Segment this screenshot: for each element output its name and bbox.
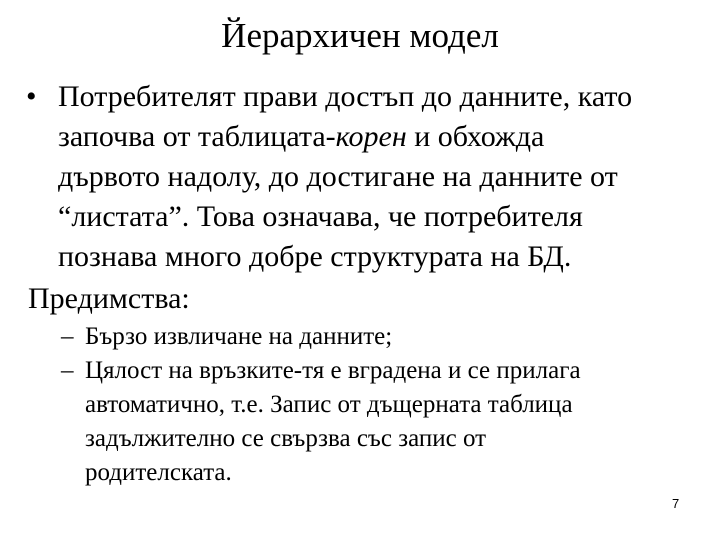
list-item-line: задължително се свързва със запис от — [85, 425, 487, 452]
advantages-heading: Предимства: — [28, 282, 190, 315]
main-bullet-text — [58, 77, 698, 277]
list-item-line: родителската. — [85, 459, 232, 486]
bullet-dot-icon: • — [26, 80, 37, 113]
bullet-line: познава много добре структурата на БД. — [58, 240, 572, 273]
slide-title: Йерархичен модел — [221, 16, 499, 55]
list-item — [61, 320, 696, 354]
main-bullet — [26, 77, 698, 277]
list-item-line: автоматично, т.е. Запис от дъщерната таблица — [85, 391, 573, 418]
list-item-line: Бързо извличане на данните; — [85, 323, 393, 350]
italic-term: корен — [335, 120, 407, 153]
bullet-line — [58, 117, 698, 157]
bullet-line-part: започва от таблицата- — [58, 120, 336, 153]
bullet-line-part: и обхожда — [406, 120, 545, 153]
page-number: 7 — [672, 496, 680, 511]
bullet-line: “листата”. Това означава, че потребителя — [58, 200, 583, 233]
bullet-line: дървото надолу, до достигане на данните от — [58, 160, 618, 193]
advantages-list — [61, 320, 696, 490]
list-item — [61, 354, 696, 490]
dash-icon: – — [61, 357, 74, 384]
dash-icon: – — [61, 323, 74, 350]
list-item-line: Цялост на връзките-тя е вградена и се прилага — [85, 357, 581, 384]
bullet-line: Потребителят прави достъп до данните, като — [58, 80, 633, 113]
